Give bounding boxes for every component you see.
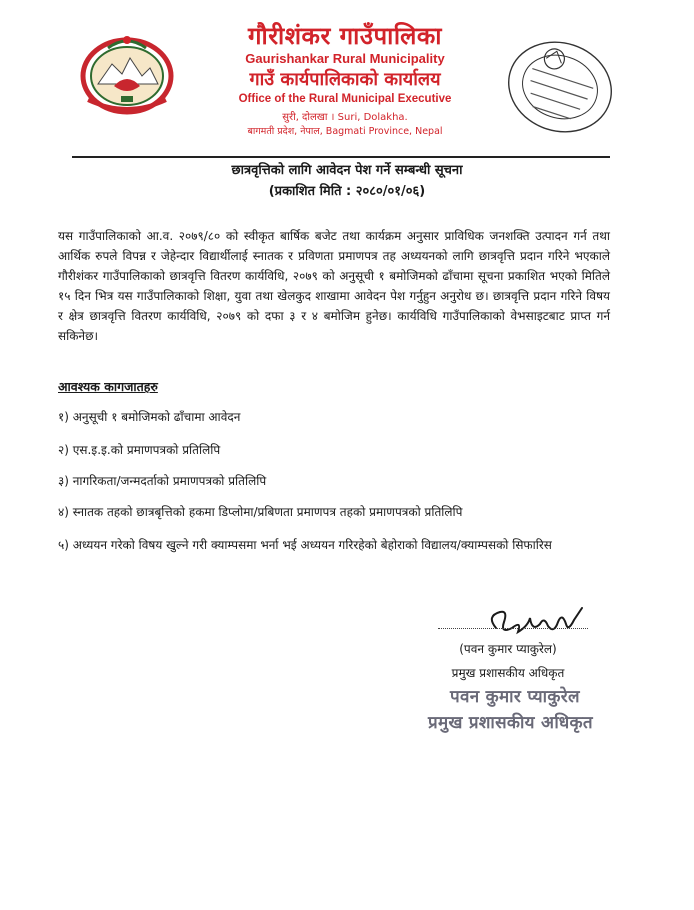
municipality-name-ne: गौरीशंकर गाउँपालिका xyxy=(247,22,443,50)
stamp-designation: प्रमुख प्रशासकीय अधिकृत xyxy=(428,713,593,733)
header-divider xyxy=(72,156,610,158)
letterhead xyxy=(180,22,510,139)
address-line-1: सुरी, दोलखा । Suri, Dolakha. xyxy=(282,112,408,123)
nepal-emblem-icon xyxy=(78,26,176,116)
stamp-name: पवन कुमार प्याकुरेल xyxy=(450,687,580,707)
municipality-name-en: Gaurishankar Rural Municipality xyxy=(245,51,445,66)
document-item-1: १) अनुसूची १ बमोजिमको ढाँचामा आवेदन xyxy=(58,410,241,424)
document-item-5: ५) अध्ययन गरेको विषय खुल्ने गरी क्याम्पसमा भर्ना भई अध्ययन गरिरहेको बेहोराको विद्यालय/क्याम्पसको सिफारिस xyxy=(58,538,552,552)
notice-body: यस गाउँपालिकाको आ.व. २०७९/८० को स्वीकृत बार्षिक बजेट तथा कार्यक्रम अनुसार प्राविधिक जनशक्ति उत्पादन गर्न तथा आर्थिक रुपले विपन्न र जेहेन्दार विद्यार्थीलाई स्नातक र प्रविणता प्रमाणपत्र तह अध्ययनको लागि छात्रवृत्ति प्रदान गरिने भएकाले गौरीशंकर गाउँपालिकाको छात्रवृत्ति वितरण कार्यविधि, २०७९ को अनुसूची १ बमोजिमको ढाँचामा सूचना प्रकाशित भएको मितिले १५ दिन भित्र यस गाउँपालिकाको शिक्षा, युवा तथा खेलकुद शाखामा आवेदन पेश गर्नुहुन अनुरोध छ। छात्रवृत्ति प्रदान गरिने विषय र क्षेत्र छात्रवृत्ति वितरण कार्यविधि, २०७९ को दफा ३ र ४ बमोजिम हुनेछ। कार्यविधि गाउँपालिकाको वेभसाइटबाट प्राप्त गर्न सकिनेछ। xyxy=(58,229,610,343)
office-name-ne: गाउँ कार्यपालिकाको कार्यालय xyxy=(249,69,441,90)
document-item-4: ४) स्नातक तहको छात्रबृत्तिको हकमा डिप्लोमा/प्रबिणता प्रमाणपत्र तहको प्रमाणपत्रको प्रतिलिपि xyxy=(58,505,463,519)
signatory-name: (पवन कुमार प्याकुरेल) xyxy=(459,642,557,656)
address-line-2: बागमती प्रदेश, नेपाल, Bagmati Province, Nepal xyxy=(247,126,443,137)
published-date: (प्रकाशित मिति : २०८०/०१/०६) xyxy=(268,184,426,199)
signatory-designation: प्रमुख प्रशासकीय अधिकृत xyxy=(451,666,565,680)
document-item-2: २) एस.इ.इ.को प्रमाणपत्रको प्रतिलिपि xyxy=(58,443,221,457)
document-item-3: ३) नागरिकता/जन्मदर्ताको प्रमाणपत्रको प्रतिलिपि xyxy=(58,474,267,488)
office-name-en: Office of the Rural Municipal Executive xyxy=(238,93,452,105)
notice-title: छात्रवृत्तिको लागि आवेदन पेश गर्ने सम्बन्धी सूचना xyxy=(231,163,463,178)
office-seal-icon xyxy=(500,32,620,142)
signature-scribble xyxy=(478,598,598,646)
required-documents-heading: आवश्यक कागजातहरु xyxy=(58,379,158,394)
signature-line xyxy=(438,628,588,629)
